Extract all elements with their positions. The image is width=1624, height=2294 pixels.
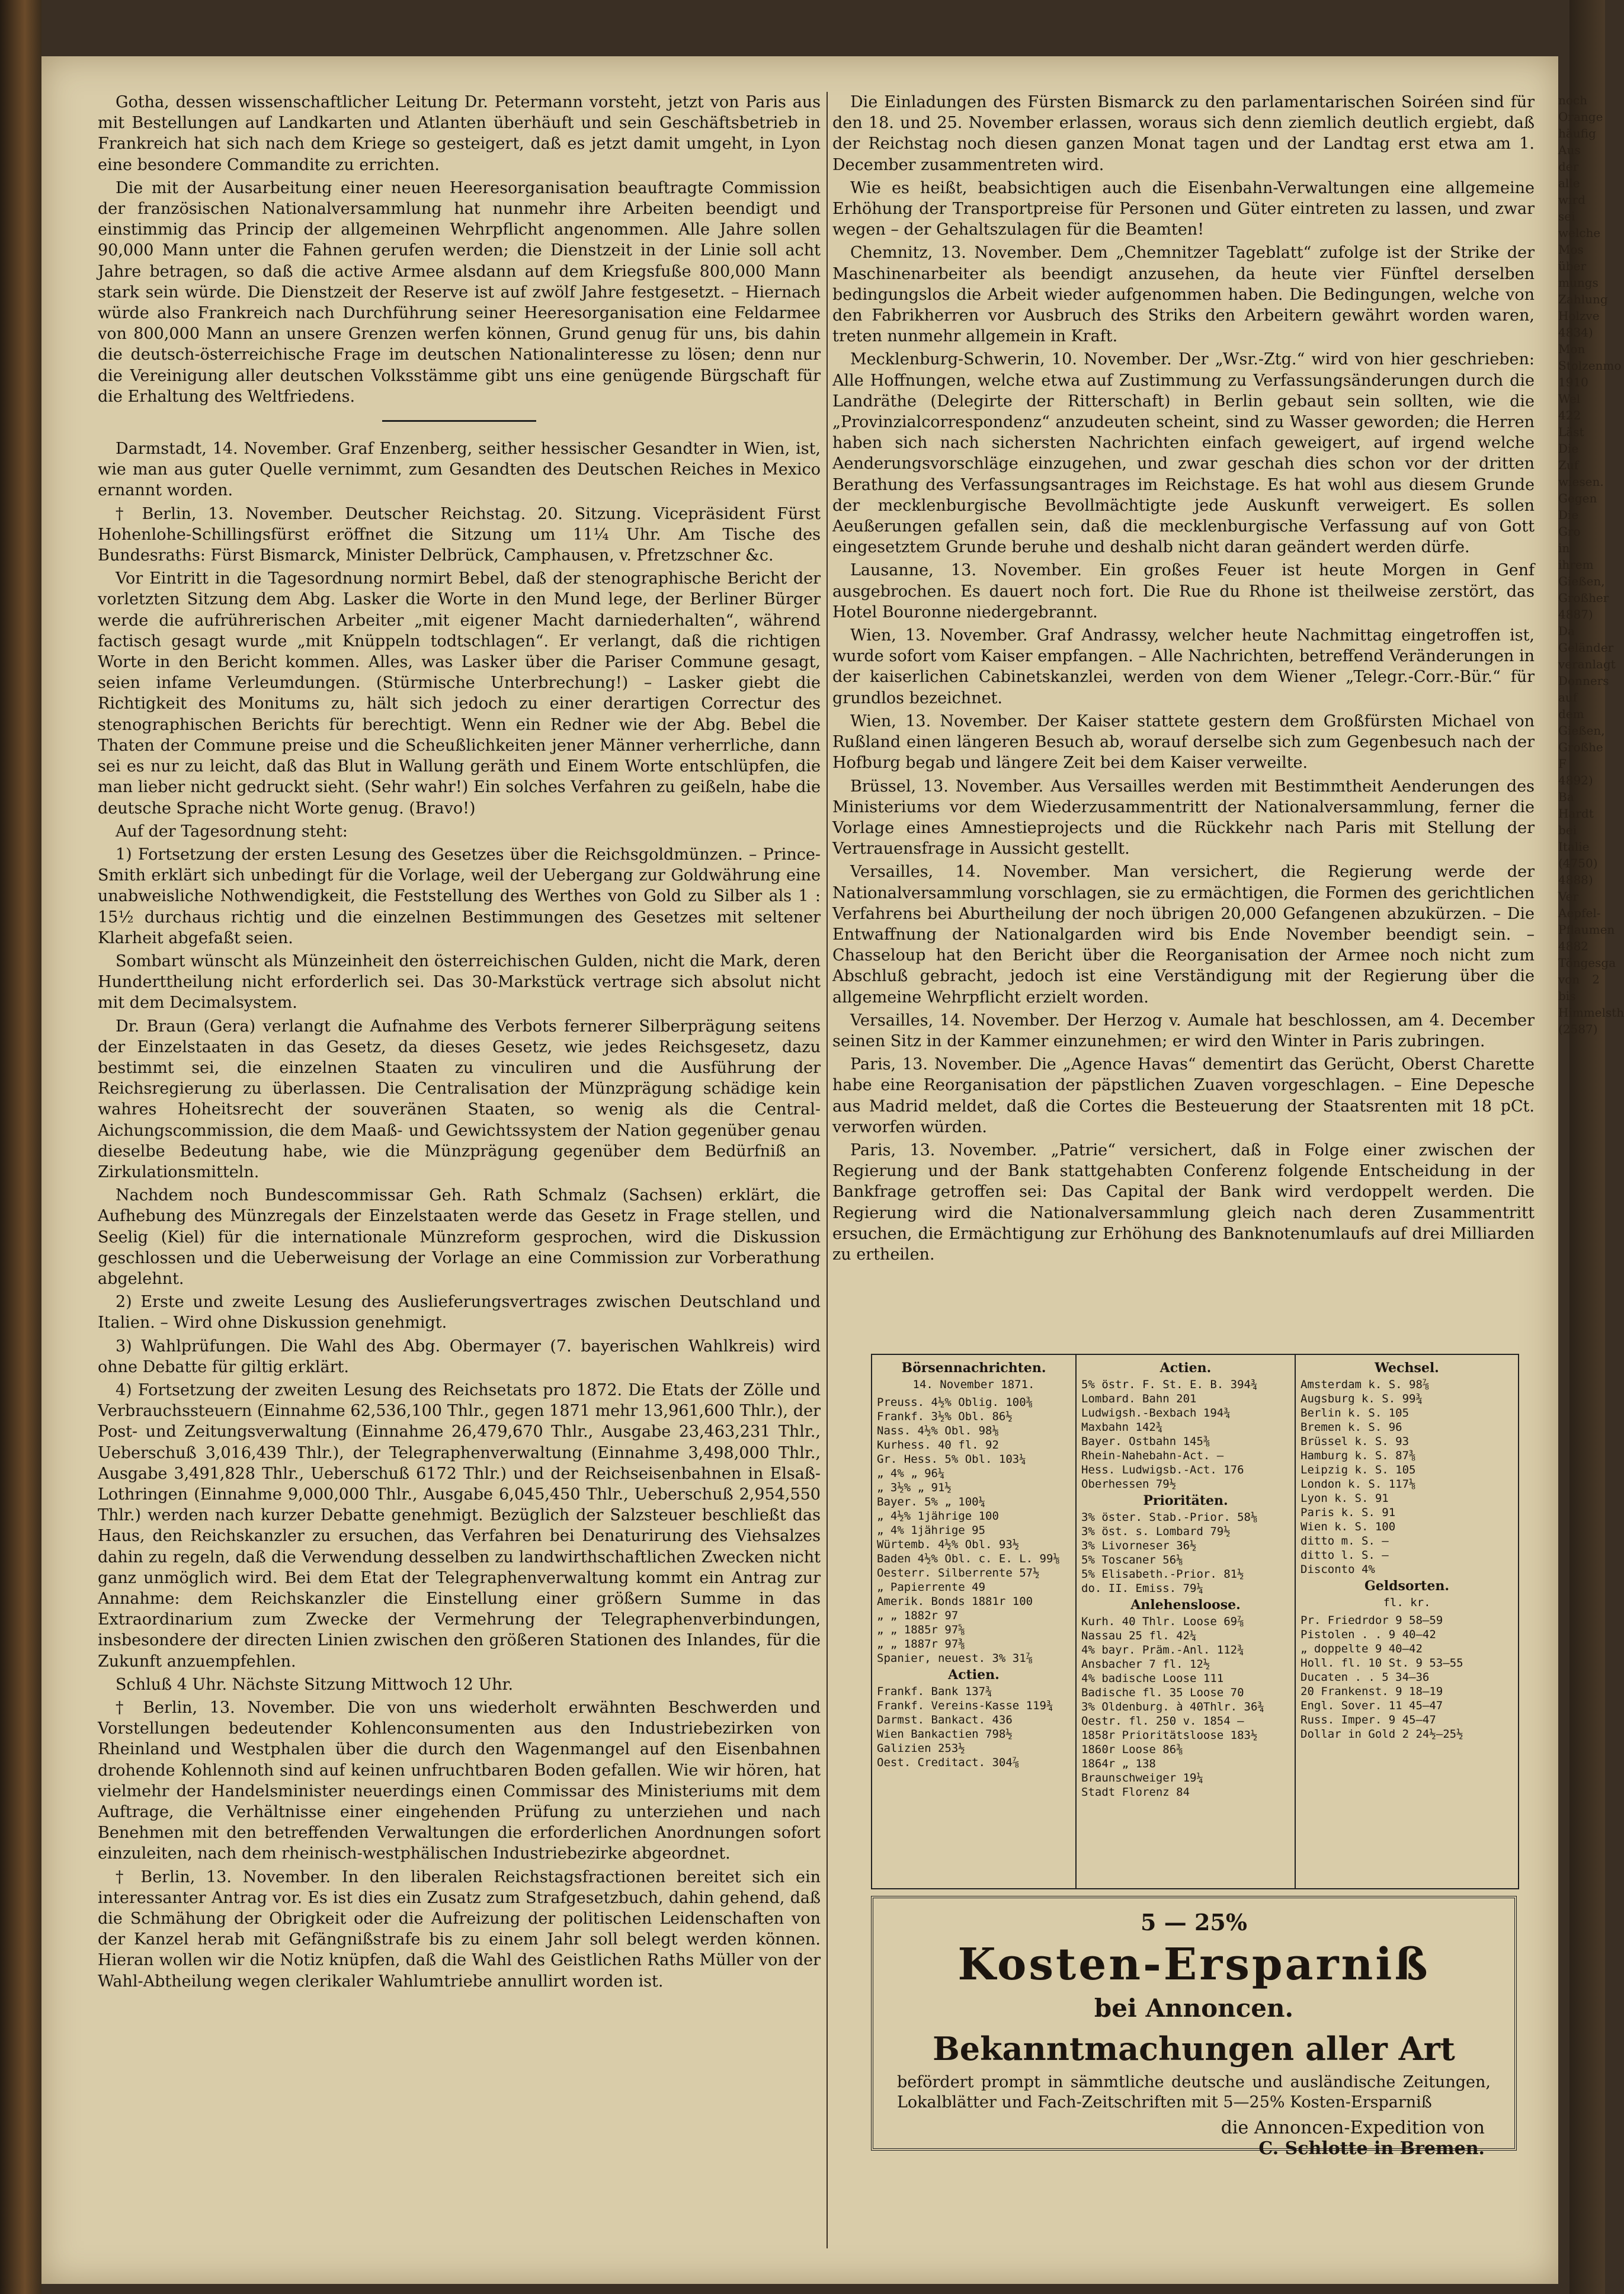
exchange-row: 1864r „ 138 bbox=[1081, 1757, 1156, 1770]
article-paragraph: Chemnitz, 13. November. Dem „Chemnitzer Tageblatt“ zufolge ist der Strike der Maschinenarbeiter als beendigt anzusehen, da heute vier Fünftel derselben bedingungslos die Arbeit wieder aufgenommen haben. Die Bedingungen, welche von den Fabrikherren vor Ausbruch des Striks den Arbeitern gewährt worden waren, treten nunmehr allgemein in Kraft. bbox=[832, 244, 1535, 346]
exchange-row: 3% Oldenburg. à 40Thlr. 36¾ bbox=[1081, 1700, 1264, 1713]
article-paragraph: † Berlin, 13. November. Deutscher Reichstag. 20. Sitzung. Vicepräsident Fürst Hohenlohe-Schillingsfürst eröffnet die Sitzung um 11¼ Uhr. Am Tische des Bundesraths: Fürst Bismarck, Minister Delbrück, Camphausen, v. Pfretzschner &c. bbox=[98, 504, 821, 565]
exchange-row: „ Papierrente 49 bbox=[877, 1581, 986, 1594]
exchange-row: Frankf. Bank 137¾ bbox=[877, 1685, 992, 1698]
strip-line: Gießen, bbox=[1558, 723, 1605, 738]
exchange-row: Bayer. Ostbahn 145⅜ bbox=[1081, 1435, 1210, 1448]
exchange-row: Maxbahn 142¾ bbox=[1081, 1421, 1163, 1434]
strip-line: Himmelsth bbox=[1558, 1005, 1624, 1020]
strip-line: Hardt bei bbox=[1558, 806, 1594, 837]
exchange-row: Wien k. S. 100 bbox=[1301, 1520, 1396, 1533]
exchange-row: Disconto 4% bbox=[1301, 1563, 1375, 1576]
article-paragraph: Versailles, 14. November. Man versichert, die Regierung werde der Nationalversammlung vorschlagen, sie zu ermächtigen, die Formen des gerichtlichen Verfahrens bei Aburtheilung der noch übrigen 20,000 Gefangenen abzukürzen. – Die Entwaffnung der Nationalgarden wird bis Ende November beendigt sein. – Chasseloup hat den Bericht über die Reorganisation der Armee noch nicht zum Abschluß gebracht, jedoch ist eine Verständigung mit der Regierung über die allgemeine Wehrpflicht erzielt worden. bbox=[832, 863, 1535, 1007]
strip-line: Gießen, bbox=[1558, 574, 1605, 588]
column-divider bbox=[827, 92, 828, 2248]
exchange-col-shares bbox=[1077, 1355, 1296, 1888]
exchange-date: 14. November 1871. bbox=[912, 1378, 1035, 1391]
article-paragraph: Darmstadt, 14. November. Graf Enzenberg, seither hessischer Gesandter in Wien, ist, wie man aus guter Quelle vernimmt, zum Gesandten des Deutschen Reiches in Mexico ernannt worden. bbox=[98, 440, 821, 500]
exchange-section-title: Anlehensloose. bbox=[1130, 1597, 1241, 1613]
exchange-row: Würtemb. 4½% Obl. 93½ bbox=[877, 1538, 1020, 1551]
strip-line: Töngesga bbox=[1558, 956, 1616, 970]
exchange-rows bbox=[1081, 1377, 1290, 1491]
strip-line: über bbox=[1558, 259, 1587, 273]
strip-line: Holzve bbox=[1558, 309, 1600, 323]
article-paragraph: 4) Fortsetzung der zweiten Lesung des Reichsetats pro 1872. Die Etats der Zölle und Verbrauchssteuern (Einnahme 62,536,100 Thlr., gegen 1871 mehr 13,961,600 Thlr.), der Post- und Zeitungsverwaltung (Einnahme 26,479,670 Thlr., Ausgabe 23,463,231 Thlr., Ueberschuß 3,016,439 Thlr.), der Telegraphenverwaltung (Einnahme 3,498,000 Thlr., Ausgabe 3,491,828 Thlr., Ueberschuß 6172 Thlr.) und der Reichseisenbahnen in Elsaß-Lothringen (Einnahme 9,000,000 Thlr., Ausgabe 6,045,450 Thlr., Ueberschuß 2,954,550 Thlr.) werden nach kurzer Debatte genehmigt. Bezüglich der Salzsteuer beschließt das Haus, den Reichskanzler zu ersuchen, das Verfahren bei Denaturirung des Viehsalzes dahin zu regeln, daß die Verwendung desselben zu landwirthschaftlichen Zwecken nicht ganz unmöglich wird. Bei dem Etat der Telegraphenverwaltung kommt ein Antrag zur Annahme: dem Reichskanzler die Einstellung einer größern Summe in das Extraordinarium zum Zwecke der Vermehrung der Telegraphenverbindungen, insbesondere der directen Linien zwischen den größeren Stationen des Inlandes, für die Zukunft anzuempfehlen. bbox=[98, 1380, 821, 1671]
strip-line: Zahlung bbox=[1558, 292, 1608, 306]
exchange-row: Spanier, neuest. 3% 31⅞ bbox=[877, 1652, 1033, 1665]
strip-line: in ihrem bbox=[1558, 541, 1594, 572]
exchange-row: „ „ 1887r 97⅜ bbox=[877, 1638, 965, 1651]
exchange-rows bbox=[1081, 1510, 1290, 1595]
exchange-row: Darmst. Bankact. 436 bbox=[877, 1713, 1013, 1726]
strip-line: 4888) Ver bbox=[1558, 873, 1593, 903]
exchange-row: „ 4% „ 96¼ bbox=[877, 1467, 945, 1480]
exchange-row: Ducaten . . 5 34—36 bbox=[1301, 1671, 1430, 1684]
exchange-row: Paris k. S. 91 bbox=[1301, 1506, 1396, 1519]
exchange-row: Braunschweiger 19¼ bbox=[1081, 1771, 1203, 1784]
strip-line: Mos bbox=[1558, 242, 1584, 257]
strip-line: Aus bbox=[1558, 143, 1581, 157]
exchange-row: Ludwigsh.-Bexbach 194¾ bbox=[1081, 1406, 1231, 1420]
strip-line: (2587) bbox=[1558, 1022, 1598, 1036]
exchange-row: Oestr. fl. 250 v. 1854 — bbox=[1081, 1715, 1244, 1728]
article-paragraph: † Berlin, 13. November. In den liberalen Reichstagsfractionen bereitet sich ein interessanter Antrag vor. Es ist dies ein Zusatz zum Strafgesetzbuch, dahin gehend, daß die Schmähung der Obrigkeit oder die Aufreizung der politischen Leidenschaften von der Kanzel herab mit Gefängnißstrafe bis zu einem Jahr soll belegt werden können. Hieran wollen wir die Notiz knüpfen, daß die Wahl des Geistlichen Raths Müller von der Wahl-Abtheilung wegen clerikaler Wahlumtriebe annullirt worden ist. bbox=[98, 1867, 821, 1991]
exchange-row: 3% öster. Stab.-Prior. 58⅛ bbox=[1081, 1511, 1258, 1524]
section-rule bbox=[382, 420, 536, 422]
exchange-row: Leipzig k. S. 105 bbox=[1301, 1463, 1416, 1476]
strip-line: wiesen. bbox=[1558, 475, 1604, 489]
ad-subtitle: bei Annoncen. bbox=[1094, 1994, 1294, 2023]
exchange-row: Pistolen . . 9 40—42 bbox=[1301, 1628, 1436, 1641]
strip-line: (4750) bbox=[1558, 856, 1598, 870]
exchange-row: 3% öst. s. Lombard 79½ bbox=[1081, 1525, 1231, 1538]
exchange-row: Pr. Friedrdor 9 58—59 bbox=[1301, 1614, 1443, 1627]
exchange-row: Ansbacher 7 fl. 12½ bbox=[1081, 1658, 1210, 1671]
article-paragraph: Die Einladungen des Fürsten Bismarck zu den parlamentarischen Soiréen sind für den 18. und 25. November erlassen, woraus sich denn ziemlich deutlich ergiebt, daß der Reichstag noch diesen ganzen Monat tagen und der Landtag erst etwa am 1. December zusammentreten wird. bbox=[832, 93, 1535, 174]
column-right bbox=[832, 92, 1535, 1267]
exchange-row: Brüssel k. S. 93 bbox=[1301, 1435, 1410, 1448]
exchange-row: Engl. Sover. 11 45—47 bbox=[1301, 1699, 1443, 1712]
strip-line: von 2 bis bbox=[1558, 972, 1600, 1003]
exchange-row: ditto l. S. — bbox=[1301, 1549, 1389, 1562]
strip-line: der alle bbox=[1558, 159, 1580, 190]
exchange-row: Frankf. 3½% Obl. 86½ bbox=[877, 1410, 1013, 1423]
strip-line: Die Gro bbox=[1558, 508, 1581, 539]
exchange-row: 1858r Prioritätsloose 183½ bbox=[1081, 1729, 1258, 1742]
exchange-section-title: Actien. bbox=[948, 1667, 1000, 1683]
column-left bbox=[98, 92, 821, 1994]
article-paragraph: Nachdem noch Bundescommissar Geh. Rath Schmalz (Sachsen) erklärt, die Aufhebung des Münzregals der Einzelstaaten werde das Gesetz in Frage stellen, und Seelig (Kiel) für die internationale Münzreform gesprochen, wird die Diskussion geschlossen und die Ueberweisung der Vorlage an eine Commission zur Vorberathung abgelehnt. bbox=[98, 1186, 821, 1288]
exchange-row: Stadt Florenz 84 bbox=[1081, 1786, 1190, 1799]
strip-line: Die Zuf bbox=[1558, 441, 1579, 472]
article-paragraph: Wien, 13. November. Graf Andrassy, welcher heute Nachmittag eingetroffen ist, wurde sofort vom Kaiser empfangen. – Alle Nachrichten, betreffend Veränderungen in der kaiserlichen Cabinetskanzlei, werden von dem Wiener „Telegr.-Corr.-Bür.“ für grundlos bezeichnet. bbox=[832, 626, 1535, 707]
article-paragraph: Versailles, 14. November. Der Herzog v. Aumale hat beschlossen, am 4. December seinen Sitz in der Kammer einzunehmen; er wird den Winter in Paris zubringen. bbox=[832, 1011, 1535, 1050]
exchange-row: Rhein-Nahebahn-Act. — bbox=[1081, 1449, 1224, 1462]
strip-line: Geländer bbox=[1558, 640, 1614, 655]
exchange-row: 1860r Loose 86⅜ bbox=[1081, 1743, 1183, 1756]
strip-line: Aepfel- bbox=[1558, 906, 1601, 920]
strip-line: mungs bbox=[1558, 275, 1599, 290]
exchange-row: Oberhessen 79½ bbox=[1081, 1478, 1177, 1491]
exchange-row: Nass. 4½% Obl. 98⅛ bbox=[877, 1424, 999, 1437]
ad-signature-line: die Annoncen-Expedition von bbox=[1221, 2117, 1485, 2138]
ad-body: befördert prompt in sämmtliche deutsche und ausländische Zeitungen, Lokalblätter und Fach-Zeitschriften mit 5—25% Kosten-Ersparniß bbox=[897, 2073, 1491, 2112]
exchange-row: Wien Bankactien 798½ bbox=[877, 1728, 1013, 1741]
strip-line: Donners bbox=[1558, 674, 1609, 688]
exchange-row: Amerik. Bonds 1881r 100 bbox=[877, 1595, 1033, 1608]
exchange-rows bbox=[877, 1395, 1071, 1665]
exchange-row: „ doppelte 9 40—42 bbox=[1301, 1642, 1423, 1655]
article-paragraph: Brüssel, 13. November. Aus Versailles werden mit Bestimmtheit Aenderungen des Ministeriums vor dem Wiederzusammentritt der Nationalversammlung, ferner die Vorlage eines Amnestieprojects und die Rückkehr nach Paris mit Stellung der Vertrauensfrage in Aussicht gestellt. bbox=[832, 777, 1535, 858]
ad-signature-name: C. Schlotte in Bremen. bbox=[1258, 2138, 1485, 2159]
exchange-row: Russ. Imper. 9 45—47 bbox=[1301, 1713, 1436, 1726]
exchange-row: Holl. fl. 10 St. 9 53—55 bbox=[1301, 1657, 1463, 1670]
strip-line: 4834) Mon bbox=[1558, 325, 1593, 356]
exchange-row: Galizien 253½ bbox=[877, 1742, 965, 1755]
article-paragraph: Schluß 4 Uhr. Nächste Sitzung Mittwoch 12 Uhr. bbox=[116, 1675, 514, 1694]
newspaper-page bbox=[41, 56, 1624, 2284]
exchange-row: „ „ 1885r 97⅝ bbox=[877, 1623, 965, 1636]
exchange-row: Kurhess. 40 fl. 92 bbox=[877, 1438, 999, 1452]
exchange-row: Baden 4½% Obl. c. E. L. 99⅛ bbox=[877, 1552, 1060, 1565]
article-paragraph: 3) Wahlprüfungen. Die Wahl des Abg. Obermayer (7. bayerischen Wahlkreis) wird ohne Debatte für giltig erklärt. bbox=[98, 1337, 821, 1376]
article-paragraph: † Berlin, 13. November. Die von uns wiederholt erwähnten Beschwerden und Vorstellungen bedeutender Kohlenconsumenten aus den Industriebezirken von Rheinland und Westphalen über die durch den Wagenmangel auf den Eisenbahnen drohende Kohlennoth sind auf keinen unfruchtbaren Boden gefallen. Wie wir hören, hat vielmehr der Handelsminister neuerdings einen Commissar des Ministeriums mit dem Auftrage, die Verhältnisse einer eingehenden Prüfung zu unterziehen und nach Benehmen mit den betreffenden Verwaltungen die erforderlichen Anordnungen sofort einzuleiten, nach dem rheinisch-westphälischen Industriebezirke abgeordnet. bbox=[98, 1699, 821, 1863]
strip-line: Pflaumen bbox=[1558, 922, 1615, 937]
exchange-row: Hess. Ludwigsb.-Act. 176 bbox=[1081, 1463, 1244, 1476]
article-paragraph: Die mit der Ausarbeitung einer neuen Heeresorganisation beauftragte Commission der französischen Nationalversammlung hat nunmehr ihre Arbeiten beendigt und einstimmig das Princip der allgemeinen Wehrpflicht angenommen. Alle Jahre sollen 90,000 Mann unter die Fahnen gerufen werden; die Dienstzeit in der Linie soll acht Jahre betragen, so daß die active Armee alsdann auf dem Kriegsfuße 800,000 Mann stark sein würde. Die Dienstzeit der Reserve ist auf zwölf Jahre festgesetzt. – Hiernach würde also Frankreich nach Durchführung seiner Heeresorganisation eine Feldarmee von 800,000 Mann an unsere Grenzen werfen können, Grund genug für uns, bis dahin die deutsch-österreichische Frage im deutschen Nationalinteresse zu lösen; denn nur die Vereinigung aller deutschen Volksstämme gibt uns eine genügende Bürgschaft für die Erhaltung des Weltfriedens. bbox=[98, 178, 821, 406]
exchange-row: Berlin k. S. 105 bbox=[1301, 1406, 1410, 1420]
strip-line: Italie bbox=[1558, 840, 1590, 854]
exchange-row: 4% badische Loose 111 bbox=[1081, 1672, 1224, 1685]
article-paragraph: Paris, 13. November. Die „Agence Havas“ dementirt das Gerücht, Oberst Charette habe eine Reorganisation der päpstlichen Zuaven vorgeschlagen. – Eine Depesche aus Madrid meldet, daß die Cortes die Besteuerung der Staatsrenten mit 18 pCt. verworfen würden. bbox=[832, 1055, 1535, 1136]
strip-line: 1910 Wel bbox=[1558, 375, 1588, 406]
strip-line: auf dem bbox=[1558, 690, 1584, 721]
article-paragraph: Mecklenburg-Schwerin, 10. November. Der „Wsr.-Ztg.“ wird von hier geschrieben: Alle Hoffnungen, welche etwa auf Zustimmung zu Verfassungsänderungen durch die Landräthe (Delegirte der Ritterschaft) in Berlin gebaut sein sollten, wie die „Provinzialcorrespondenz“ anzudeuten scheint, sind zu Wasser geworden; die Herren haben sich nach sichersten Nachrichten einfach geweigert, auf irgend welche Aenderungsvorschläge einzugehen, und zwar geschah dies schon vor der dritten Berathung des Verfassungsantrages im Reichstage. Es hat wohl aus diesem Grunde der mecklenburgische Bevollmächtigte jede Auskunft verweigert. Es sollen Aeußerungen gefallen sein, daß die mecklenburgische Verfassung auf von Gott eingesetztem Grunde beruhe und deshalb nicht daran geändert werden dürfe. bbox=[832, 350, 1535, 557]
book-spine bbox=[0, 0, 41, 2294]
strip-line: F bbox=[1558, 757, 1567, 771]
stock-exchange-table bbox=[871, 1354, 1519, 1889]
exchange-row: 5% Toscaner 56⅛ bbox=[1081, 1553, 1183, 1566]
strip-line: Orange bbox=[1558, 110, 1603, 124]
article-paragraph: Sombart wünscht als Münzeinheit den österreichischen Gulden, nicht die Mark, deren Hunderttheilung nicht erforderlich sei. Das 30-Markstück vertrage sich absolut nicht mit dem Decimalsystem. bbox=[98, 951, 821, 1013]
strip-line: noch bbox=[1558, 93, 1588, 107]
exchange-row: „ „ 1882r 97 bbox=[877, 1609, 959, 1622]
ad-percentage: 5 — 25% bbox=[1141, 1909, 1247, 1936]
strip-line: welche bbox=[1558, 226, 1601, 240]
exchange-rows bbox=[1301, 1377, 1513, 1577]
exchange-rows bbox=[1301, 1613, 1513, 1741]
exchange-row: Dollar in Gold 2 24½—25½ bbox=[1301, 1728, 1463, 1741]
exchange-row: Badische fl. 35 Loose 70 bbox=[1081, 1686, 1244, 1699]
strip-line: 422 Läst bbox=[1558, 408, 1584, 439]
article-paragraph: Wien, 13. November. Der Kaiser stattete gestern dem Großfürsten Michael von Rußland einen längeren Besuch ab, worauf derselbe sich zum Gegenbesuch nach der Hofburg begab und längere Zeit bei dem Kaiser verweilte. bbox=[832, 712, 1535, 773]
exchange-row: 5% Elisabeth.-Prior. 81½ bbox=[1081, 1568, 1244, 1581]
strip-line: Stolzenmo bbox=[1558, 358, 1622, 373]
exchange-rows bbox=[877, 1684, 1071, 1770]
exchange-section-title: Wechsel. bbox=[1375, 1360, 1439, 1376]
exchange-row: „ 3½% „ 91½ bbox=[877, 1481, 952, 1494]
exchange-row: „ 4% 1jährige 95 bbox=[877, 1524, 986, 1537]
exchange-row: Oesterr. Silberrente 57½ bbox=[877, 1566, 1040, 1579]
strip-line: häufig bbox=[1558, 126, 1596, 140]
advertisement bbox=[871, 1896, 1517, 2159]
strip-line: 4892) Ba bbox=[1558, 773, 1593, 804]
exchange-row: Frankf. Vereins-Kasse 119¾ bbox=[877, 1699, 1053, 1712]
exchange-title: Börsennachrichten. bbox=[901, 1360, 1046, 1376]
exchange-row: Hamburg k. S. 87⅜ bbox=[1301, 1449, 1416, 1462]
article-paragraph: Paris, 13. November. „Patrie“ versichert, daß in Folge einer zwischen der Regierung und der Bank stattgehabten Conferenz folgende Entscheidung in der Bankfrage getroffen sei: Das Capital der Bank wird verdoppelt werden. Die Regierung wird die Nationalversammlung gleich nach deren Zusammentritt ersuchen, die Ermächtigung zur Erhöhung des Banknotenumlaufs auf drei Milliarden zu ertheilen. bbox=[832, 1140, 1535, 1264]
ad-headline: Bekanntmachungen aller Art bbox=[933, 2030, 1455, 2068]
exchange-row: Lombard. Bahn 201 bbox=[1081, 1392, 1197, 1405]
strip-line: Großhe bbox=[1558, 740, 1603, 754]
article-paragraph: 1) Fortsetzung der ersten Lesung des Gesetzes über die Reichsgoldmünzen. – Prince-Smith erklärt sich unbedingt für die Vorlage, weil der Uebergang zur Goldwährung eine unabweisliche Nothwendigkeit, die Feststellung des Werthes von Gold zu Silber als 1 : 15½ durchaus richtig und die einzelnen Bestimmungen des Gesetzes mit seltener Klarheit abgefaßt seien. bbox=[98, 845, 821, 947]
exchange-rows bbox=[1081, 1614, 1290, 1799]
strip-line: 4882 bbox=[1558, 939, 1588, 953]
exchange-row: 3% Livorneser 36½ bbox=[1081, 1539, 1197, 1552]
article-paragraph: Lausanne, 13. November. Ein großes Feuer ist heute Morgen in Genf ausgebrochen. Es dauert noch fort. Die Rue du Rhone ist theilweise zerstört, das Hotel Bouronne niedergebrannt. bbox=[832, 561, 1535, 621]
exchange-row: Oest. Creditact. 304⅞ bbox=[877, 1756, 1020, 1769]
article-paragraph: Gotha, dessen wissenschaftlicher Leitung Dr. Petermann vorsteht, jetzt von Paris aus mit Bestellungen auf Landkarten und Atlanten überhäuft und sein Geschäftsbetrieb in Frankreich hat sich nach dem Kriege so gesteigert, daß es jetzt damit umgeht, in Lyon eine besondere Commandite zu errichten. bbox=[98, 93, 821, 174]
exchange-units: fl. kr. bbox=[1383, 1596, 1431, 1609]
article-paragraph: Auf der Tagesordnung steht: bbox=[116, 822, 348, 841]
article-paragraph: Vor Eintritt in die Tagesordnung normirt Bebel, daß der stenographische Bericht der vorletzten Sitzung dem Abg. Lasker die Worte in den Mund lege, der Berliner Bürger werde die aufrührerischen Arbeiter „mit eigener Macht darniederhalten“, während factisch gesagt wurde „mit Knüppeln todtschlagen“. Er verlangt, daß die richtigen Worte in den Bericht kommen. Alles, was Lasker über die Pariser Commune gesagt, seien infame Verleumdungen. (Stürmische Unterbrechung!) – Lasker giebt die Richtigkeit des Monitums zu, hält sich jedoch zu einer derartigen Correctur des stenographischen Berichts für berechtigt. Wenn ein Redner wie der Abg. Bebel die Thaten der Commune preise und die Scheußlichkeiten jener Männer verherrliche, dann sei es nur zu leicht, daß das Blut in Wallung geräth und Einem Worte entschlüpfen, die man lieber nicht gedruckt sieht. (Sehr wahr!) Ein solches Verfahren zu geißeln, habe die deutsche Sprache nicht Worte genug. (Bravo!) bbox=[98, 569, 821, 818]
exchange-row: Lyon k. S. 91 bbox=[1301, 1492, 1389, 1505]
strip-line: wird sei bbox=[1558, 193, 1585, 223]
strip-line: Großher bbox=[1558, 591, 1609, 605]
exchange-row: 20 Frankenst. 9 18—19 bbox=[1301, 1685, 1443, 1698]
exchange-col-bills bbox=[1296, 1355, 1518, 1888]
strip-line: Gegen bbox=[1558, 491, 1597, 505]
exchange-row: 4% bayr. Präm.-Anl. 112¾ bbox=[1081, 1643, 1244, 1657]
ad-title: Kosten-Ersparniß bbox=[957, 1939, 1430, 1990]
exchange-row: Gr. Hess. 5% Obl. 103¼ bbox=[877, 1453, 1026, 1466]
strip-line: 4887) Da bbox=[1558, 607, 1593, 638]
exchange-row: „ 4½% 1jährige 100 bbox=[877, 1510, 999, 1523]
exchange-row: Kurh. 40 Thlr. Loose 69⅞ bbox=[1081, 1615, 1244, 1628]
strip-line: veranlagt bbox=[1558, 657, 1616, 671]
adjacent-page-strip bbox=[1558, 92, 1624, 1037]
exchange-row: do. II. Emiss. 79¼ bbox=[1081, 1582, 1203, 1595]
exchange-row: Bayer. 5% „ 100¼ bbox=[877, 1495, 986, 1508]
exchange-row: Augsburg k. S. 99¾ bbox=[1301, 1392, 1423, 1405]
article-paragraph: Dr. Braun (Gera) verlangt die Aufnahme des Verbots fernerer Silberprägung seitens der Einzelstaaten in das Gesetz, da dieses Gesetz, wie jedes Reichsgesetz, dazu bestimmt sei, die einzelnen Staaten zu vinculiren und die Ausführung der Reichsregierung zu überlassen. Die Centralisation der Münzprägung schädige kein wahres Hoheitsrecht der souveränen Staaten, so wenig als die Central-Aichungscommission, die dem Maaß- und Gewichtssystem der Nation gegenüber genau dieselbe Bedeutung habe, wie die Münzprägung gegenüber dem Bedürfniß an Zirkulationsmitteln. bbox=[98, 1017, 821, 1181]
article-paragraph: Wie es heißt, beabsichtigen auch die Eisenbahn-Verwaltungen eine allgemeine Erhöhung der Transportpreise für Personen und Güter eintreten zu lassen, und zwar wegen – der Gehaltszulagen für die Beamten! bbox=[832, 178, 1535, 239]
exchange-row: Amsterdam k. S. 98⅞ bbox=[1301, 1378, 1430, 1391]
article-paragraph: 2) Erste und zweite Lesung des Auslieferungsvertrages zwischen Deutschland und Italien. – Wird ohne Diskussion genehmigt. bbox=[98, 1293, 821, 1332]
exchange-section-title: Geldsorten. bbox=[1364, 1578, 1449, 1594]
exchange-row: London k. S. 117⅛ bbox=[1301, 1478, 1416, 1491]
exchange-row: Bremen k. S. 96 bbox=[1301, 1421, 1402, 1434]
exchange-row: Nassau 25 fl. 42¼ bbox=[1081, 1629, 1197, 1642]
exchange-row: Preuss. 4½% Oblig. 100⅜ bbox=[877, 1396, 1033, 1409]
exchange-section-title: Prioritäten. bbox=[1143, 1493, 1228, 1508]
exchange-section-title: Actien. bbox=[1159, 1360, 1212, 1376]
exchange-row: ditto m. S. — bbox=[1301, 1534, 1389, 1548]
exchange-row: 5% östr. F. St. E. B. 394¾ bbox=[1081, 1378, 1258, 1391]
exchange-col-bonds bbox=[872, 1355, 1077, 1888]
